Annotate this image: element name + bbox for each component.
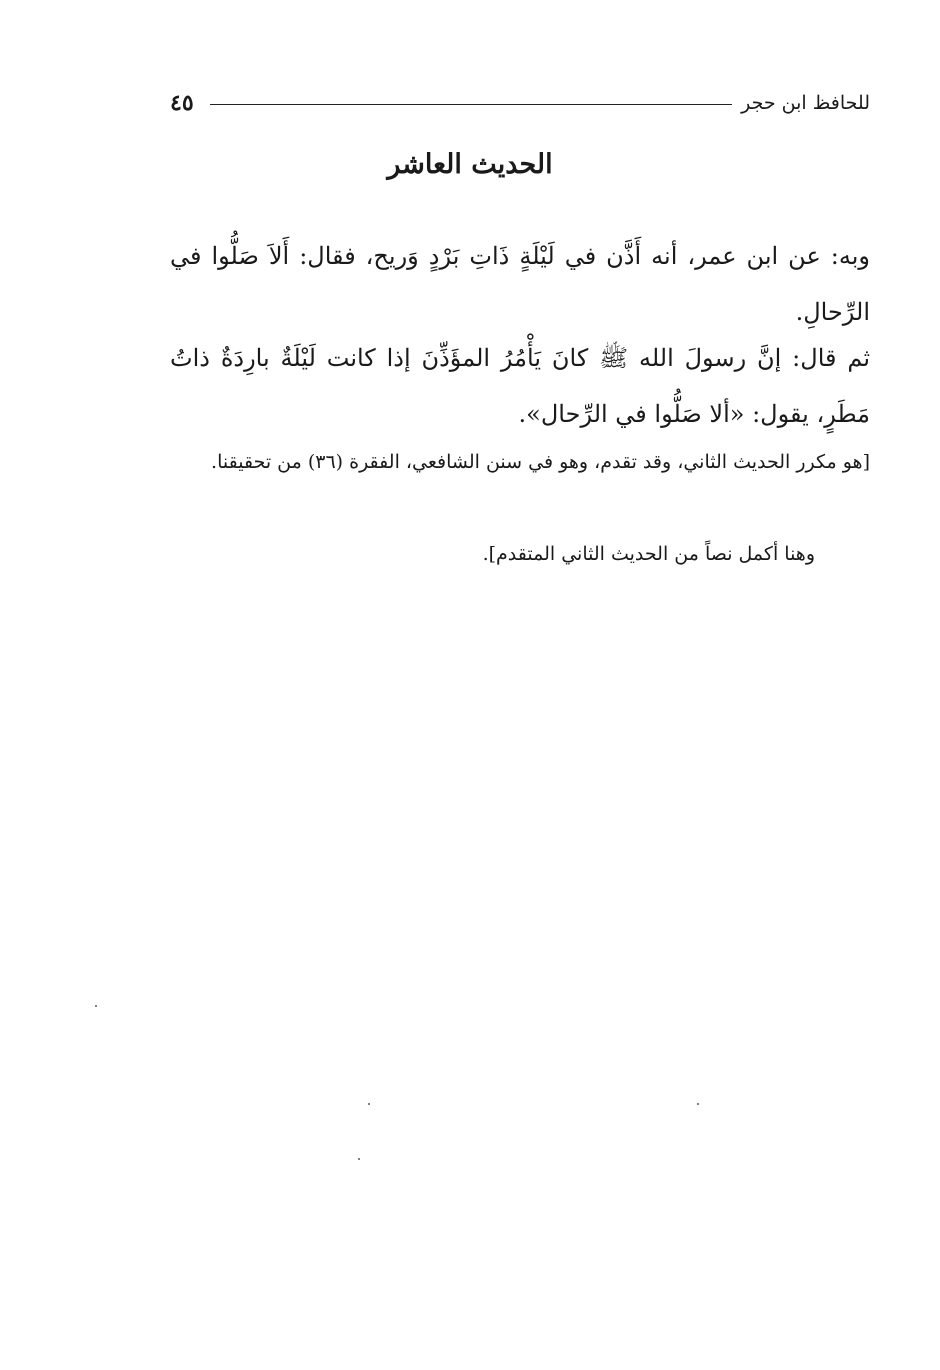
hadith-title: الحديث العاشر bbox=[387, 149, 553, 180]
page-header bbox=[170, 88, 870, 122]
scan-speck bbox=[697, 1103, 699, 1105]
editor-note-2: وهنا أكمل نصاً من الحديث الثاني المتقدم]. bbox=[482, 543, 815, 565]
page-number: ٤٥ bbox=[170, 90, 194, 116]
scan-speck bbox=[358, 1158, 360, 1160]
hadith-paragraph-1: وبه: عن ابن عمر، أنه أَذَّن في لَيْلَةٍ ذَاتِ بَرْدٍ وَريح، فقال: أَلاَ صَلُّوا في الرِّحالِ. bbox=[170, 242, 870, 326]
scan-speck bbox=[95, 1005, 97, 1007]
scan-speck bbox=[368, 1103, 370, 1105]
running-title: للحافظ ابن حجر bbox=[741, 92, 870, 114]
header-rule bbox=[210, 104, 732, 105]
editor-note-1: [هو مكرر الحديث الثاني، وقد تقدم، وهو في سنن الشافعي، الفقرة (٣٦) من تحقيقنا. bbox=[211, 451, 870, 473]
hadith-paragraph-2: ثم قال: إنَّ رسولَ الله ﷺ كانَ يَأْمُرُ المؤَذِّنَ إذا كانت لَيْلَةٌ بارِدَةٌ ذاتُ مَطَرٍ، يقول: «ألا صَلُّوا في الرِّحال». bbox=[170, 344, 870, 428]
